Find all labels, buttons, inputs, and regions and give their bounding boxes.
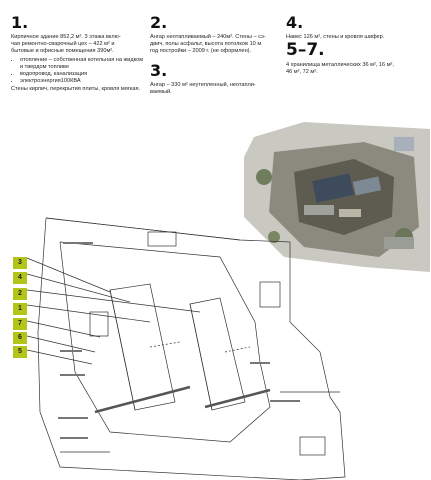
block-number: 2.: [150, 13, 168, 32]
bullet-item: • электроэнергия100КВА: [20, 78, 146, 85]
marker-6: 6: [13, 332, 27, 344]
line: двич, полы асфальт, высота потолков 10 м: [150, 41, 262, 48]
marker-1: 1: [13, 303, 27, 315]
block-number: 1.: [11, 13, 29, 32]
line: бытовые и офисные помещения 390м².: [11, 48, 114, 55]
site-plan: [0, 212, 431, 480]
bullet-item: • отопление – собственная котельная на жидком и твердом топливе: [20, 57, 146, 71]
line: ваемый.: [150, 89, 172, 96]
block-number: 5–7.: [286, 40, 325, 60]
block-building-4: [286, 14, 426, 41]
line: Навес 126 м², стены и кровля шифер.: [286, 34, 385, 40]
block-number: 3.: [150, 61, 168, 80]
line: 46 м², 72 м².: [286, 69, 318, 76]
line: год постройки – 2009 г. (не оформлен).: [150, 48, 252, 55]
line: Стены кирпич, перекрытия плиты, кровля мягкая.: [11, 86, 141, 93]
block-buildings-5-7: [286, 42, 426, 76]
line: Ангар неотапливаемый – 240м². Стены – сэ-: [150, 34, 266, 40]
bullet-item: • водопровод, канализация: [20, 71, 146, 78]
line: Кирпичное здание 852,2 м². 3 этажа вклю-: [11, 34, 121, 40]
block-building-2: [150, 14, 278, 56]
marker-2: 2: [13, 288, 27, 300]
line: Ангар – 330 м² неутепленный, неотапли-: [150, 82, 256, 88]
line: чая ремонтно-сварочный цех – 422 м² и: [11, 41, 115, 48]
block-number: 4.: [286, 13, 304, 32]
block-building-1: [11, 14, 146, 94]
line: 4 хранилища металлических 36 м², 16 м²,: [286, 62, 394, 68]
block-building-3: [150, 62, 278, 96]
marker-4: 4: [13, 272, 27, 284]
bullet-list: [11, 57, 146, 86]
marker-3: 3: [13, 257, 27, 269]
marker-7: 7: [13, 318, 27, 330]
marker-5: 5: [13, 346, 27, 358]
